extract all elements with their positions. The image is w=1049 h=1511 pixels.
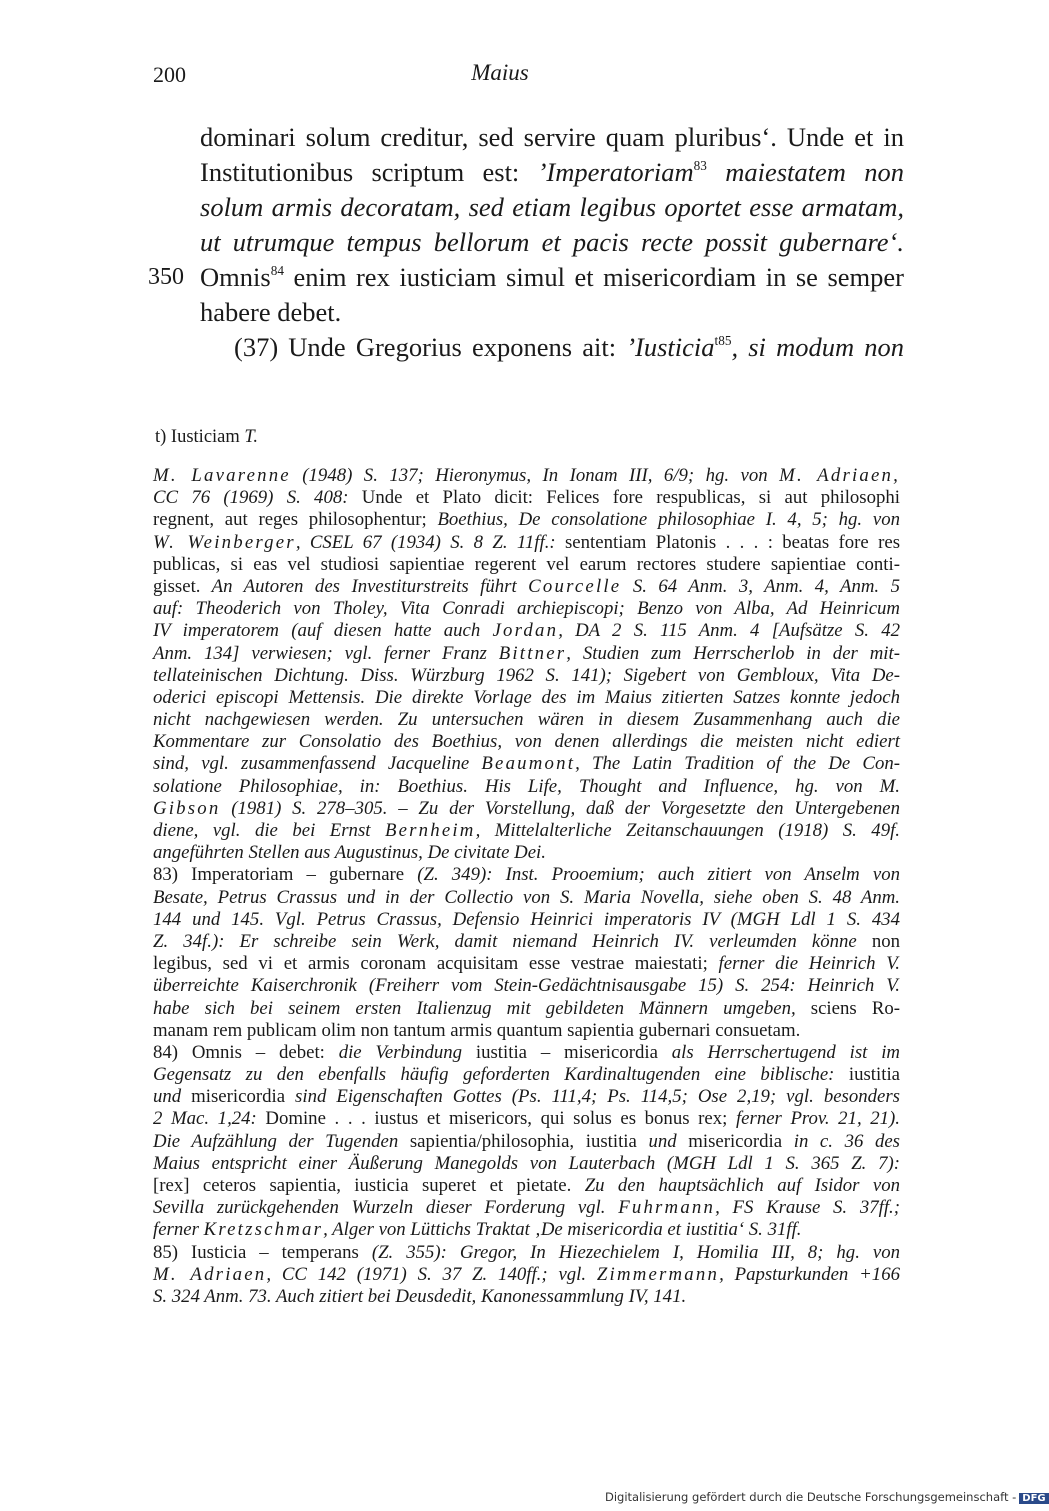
author-name: Courcelle: [528, 575, 622, 597]
text-span: ’Imperatoriam: [537, 157, 694, 187]
text-span: oderici episcopi Mettensis. Die direkte Vorlage des im Maius zitierten Satzes konnte jedoch: [153, 686, 900, 708]
footnote-line: [153, 554, 900, 576]
author-name: M. Adriaen: [153, 1263, 267, 1285]
author-name: Bernheim: [384, 820, 476, 841]
text-span: regnent, aut reges philosophentur;: [153, 509, 427, 531]
text-span: (Z. 355): Gregor, In Hiezechielem I, Homilia III, 8; hg. von: [358, 1241, 900, 1263]
footnote-line: [153, 1219, 900, 1241]
text-span: Maius entspricht einer Äußerung Manegolds von Lauterbach (MGH Ldl 1 S. 365 Z. 7):: [153, 1152, 900, 1174]
text-span: die Verbindung: [324, 1041, 463, 1063]
text-span: als Herrschertugend ist im: [657, 1041, 900, 1063]
text-line: [200, 120, 904, 155]
footnote-line: [153, 953, 900, 975]
text-span: manam rem publicam olim non tantum armis quantum sapientia gubernari consuetam.: [153, 1019, 801, 1041]
footnote-line: [153, 798, 900, 820]
text-line: [200, 330, 904, 365]
author-name: M. Adriaen,: [779, 465, 900, 486]
text-span: Z. 34f.): Er schreibe sein Werk, damit niemand Heinrich IV. verleumden könne: [153, 930, 857, 952]
text-span: und: [153, 1086, 182, 1108]
footnote-line: [153, 731, 900, 753]
text-span: und: [636, 1130, 677, 1152]
text-span: (37) Unde Gregorius exponens ait:: [234, 332, 627, 362]
text-span: Omnis: [200, 262, 271, 292]
text-span: , FS Krause S. 37ff.;: [715, 1197, 901, 1219]
text-span: Boethius, De consolatione philosophiae I. 4, 5; hg. von: [426, 509, 900, 531]
apparatus-note-t: [155, 427, 258, 448]
footnote-line: [153, 1197, 900, 1219]
author-name: Jordan: [492, 620, 559, 642]
footnote-line: [153, 1086, 900, 1108]
text-span: (1981) S. 278–305. – Zu der Vorstellung, daß der Vorgesetzte den Untergebenen: [220, 797, 900, 819]
footnote-line: [153, 465, 900, 487]
text-span: überreichte Kaiserchronik (Freiherr vom Stein-Gedächtnisausgabe 15) S. 254: Heinrich V.: [153, 975, 900, 997]
apparatus-siglum: T.: [244, 427, 258, 447]
text-span: in c. 36 des: [782, 1130, 900, 1152]
text-span: nicht nachgewiesen werden. Zu untersuchen wären in diesem Zusammenhang auch die: [153, 709, 900, 731]
text-span: (Z. 349): Inst. Prooemium; auch zitiert von Anselm von: [404, 864, 900, 886]
footnotes: [153, 465, 900, 1308]
text-span: diene, vgl. die bei Ernst: [153, 820, 385, 841]
text-span: ferner die Heinrich V.: [707, 953, 900, 975]
text-span: Besate, Petrus Crassus und in der Collectio von S. Maria Novella, siehe oben S. 48 Anm.: [153, 886, 900, 908]
footnote-line: [153, 1042, 900, 1064]
footnote-line: [153, 1264, 900, 1286]
footnote-line: [153, 620, 900, 642]
text-line: [148, 260, 904, 295]
text-span: , si modum non: [731, 332, 904, 362]
footnote-line: [153, 909, 900, 931]
text-span: auf: Theoderich von Tholey, Vita Conradi archiepiscopi; Benzo von Alba, Ad Heinricum: [153, 598, 900, 620]
text-span: , Studien zum Herrscherlob in der mit-: [566, 642, 900, 664]
text-span: , Papsturkunden +166: [719, 1263, 900, 1285]
footnote-line: [153, 1108, 900, 1130]
text-span: 83) Imperatoriam – gubernare: [153, 864, 405, 886]
footnote-line: [153, 931, 900, 953]
text-span: CC 76 (1969) S. 408:: [153, 487, 349, 509]
text-span: iustitia: [834, 1064, 900, 1086]
author-name: W. Weinberger: [153, 531, 296, 553]
footnote-line: [153, 975, 900, 997]
text-span: ut utrumque tempus bellorum et pacis recte possit gubernare‘.: [200, 227, 904, 257]
footnote-line: [153, 643, 900, 665]
footnote-line: [153, 709, 900, 731]
footnote-line: [153, 998, 900, 1020]
text-span: 2 Mac. 1,24:: [153, 1108, 257, 1130]
text-span: Gegensatz zu den ebenfalls häufig geforderten Kardinaltugenden eine biblische:: [153, 1064, 835, 1086]
author-name: Beaumont: [481, 753, 576, 775]
text-span: tellateinischen Dichtung. Diss. Würzburg 1962 S. 141); Sigebert von Gembloux, Vita De-: [153, 664, 900, 686]
text-line: [200, 295, 904, 330]
footnote-line: [153, 509, 900, 531]
text-span: [rex] ceteros sapientia, iusticia superet et pietate.: [153, 1175, 572, 1196]
text-span: Kommentare zur Consolatio des Boethius, von denen allerdings die meisten nicht ediert: [153, 731, 900, 753]
text-span: IV imperatorem (auf diesen hatte auch: [153, 620, 493, 642]
footnote-line: [153, 1064, 900, 1086]
footnote-marker: 84: [270, 262, 284, 278]
text-span: angeführten Stellen aus Augustinus, De civitate Dei.: [153, 842, 546, 864]
footer-text: Digitalisierung gefördert durch die Deutsche Forschungsgemeinschaft -: [605, 1490, 1017, 1504]
text-span: 144 und 145. Vgl. Petrus Crassus, Defensio Heinrici imperatoris IV (MGH Ldl 1 S. 434: [153, 908, 900, 930]
text-span: Die Aufzählung der Tugenden: [153, 1130, 399, 1152]
author-name: Gibson: [153, 797, 221, 819]
text-span: sapientia/philosophia, iustitia: [398, 1130, 637, 1152]
text-span: sciens Ro-: [795, 997, 900, 1019]
text-span: dominari solum creditur, sed servire quam pluribus‘. Unde et in: [200, 122, 904, 152]
text-span: maiestatem non: [706, 157, 904, 187]
text-span: sind Eigenschaften Gottes (Ps. 111,4; Ps. 114,5; Ose 2,19; vgl. besonders: [285, 1086, 900, 1108]
page-number: 200: [153, 62, 186, 87]
footnote-marker: 83: [693, 157, 707, 173]
footnote-line: [153, 1153, 900, 1175]
text-span: , Mittelalterliche Zeitanschauungen (1918) S. 49f.: [475, 820, 901, 841]
footnote-marker: t85: [714, 332, 732, 348]
text-span: sententiam Platonis . . . : beatas fore res: [555, 531, 900, 553]
footnote-line: [153, 864, 900, 886]
text-span: misericordia: [676, 1130, 783, 1152]
text-span: habe sich bei seinem ersten Italienzug mit gebildeten Männern umgeben,: [153, 997, 796, 1019]
text-span: iustitia – misericordia: [462, 1041, 658, 1063]
text-line: [200, 155, 904, 190]
text-span: solatione Philosophiae, in: Boethius. His Life, Thought and Influence, hg. von M.: [153, 775, 900, 797]
apparatus-label: t) Iusticiam: [155, 427, 245, 447]
author-name: Zimmermann: [596, 1263, 720, 1285]
text-span: An Autoren des Investiturstreits führt: [200, 575, 529, 597]
text-span: , Alger von Lüttichs Traktat ‚De misericordia et iustitia‘ S. 31ff.: [323, 1219, 802, 1241]
text-span: gisset.: [153, 575, 201, 597]
footnote-line: [153, 1020, 900, 1042]
text-span: solum armis decoratam, sed etiam legibus oportet esse armatam,: [200, 192, 904, 222]
digitization-footer: [605, 1490, 1049, 1504]
dfg-logo: DFG: [1019, 1493, 1048, 1504]
running-title: Maius: [471, 60, 529, 85]
text-span: 84) Omnis – debet:: [153, 1041, 325, 1063]
author-name: Fuhrmann: [618, 1197, 716, 1219]
text-span: Unde et Plato dicit: Felices fore respublicas, si aut philosophi: [348, 487, 901, 509]
text-span: ’Iusticia: [626, 332, 715, 362]
text-span: ferner: [153, 1219, 204, 1241]
text-span: , CSEL 67 (1934) S. 8 Z. 11ff.:: [295, 531, 556, 553]
footnote-line: [153, 776, 900, 798]
footnote-line: [153, 842, 900, 864]
footnote-line: [153, 487, 900, 509]
text-line: [200, 225, 904, 260]
footnote-line: [153, 532, 900, 554]
footnote-line: [153, 1175, 900, 1197]
text-span: 85) Iusticia – temperans: [153, 1241, 359, 1263]
footnote-line: [153, 820, 900, 842]
text-span: habere debet.: [200, 297, 342, 327]
main-text: [148, 120, 904, 365]
author-name: Bittner: [498, 642, 567, 664]
footnote-line: [153, 665, 900, 687]
text-span: S. 324 Anm. 73. Auch zitiert bei Deusdedit, Kanonessammlung IV, 141.: [153, 1285, 687, 1307]
footnote-line: [153, 753, 900, 775]
text-span: , CC 142 (1971) S. 37 Z. 140ff.; vgl.: [266, 1263, 597, 1285]
text-span: Zu den hauptsächlich auf Isidor von: [571, 1175, 900, 1196]
author-name: Kretzschmar: [203, 1219, 324, 1241]
footnote-line: [153, 1242, 900, 1264]
text-span: legibus, sed vi et armis coronam acquisitam esse vestrae maiestati;: [153, 953, 708, 975]
text-span: publicas, si eas vel studiosi sapientiae regerent vel earum rectores studere sapientiae conti-: [153, 553, 900, 575]
text-span: (1948) S. 137; Hieronymus, In Ionam III, 6/9; hg. von: [290, 465, 780, 486]
footnote-line: [153, 576, 900, 598]
text-span: , The Latin Tradition of the De Con-: [575, 753, 900, 775]
footnote-line: [153, 1131, 900, 1153]
text-span: Institutionibus scriptum est:: [200, 157, 538, 187]
text-line: [200, 190, 904, 225]
text-span: non: [856, 930, 900, 952]
text-span: S. 64 Anm. 3, Anm. 4, Anm. 5: [621, 575, 900, 597]
text-span: , DA 2 S. 115 Anm. 4 [Aufsätze S. 42: [558, 620, 900, 642]
footnote-line: [153, 598, 900, 620]
text-span: Sevilla zurückgehenden Wurzeln dieser Forderung vgl.: [153, 1197, 619, 1219]
line-number: 350: [148, 264, 184, 290]
text-span: Domine . . . iustus et misericors, qui solus es bonus rex;: [256, 1108, 728, 1130]
text-span: sind, vgl. zusammenfassend Jacqueline: [153, 753, 482, 775]
text-span: ferner Prov. 21, 21).: [727, 1108, 900, 1130]
text-span: misericordia: [181, 1086, 286, 1108]
footnote-line: [153, 887, 900, 909]
footnote-line: [153, 687, 900, 709]
text-span: Anm. 134] verwiesen; vgl. ferner Franz: [153, 642, 499, 664]
footnote-line: [153, 1286, 900, 1308]
text-span: enim rex iusticiam simul et misericordiam in se semper: [283, 262, 904, 292]
author-name: M. Lavarenne: [153, 465, 291, 486]
